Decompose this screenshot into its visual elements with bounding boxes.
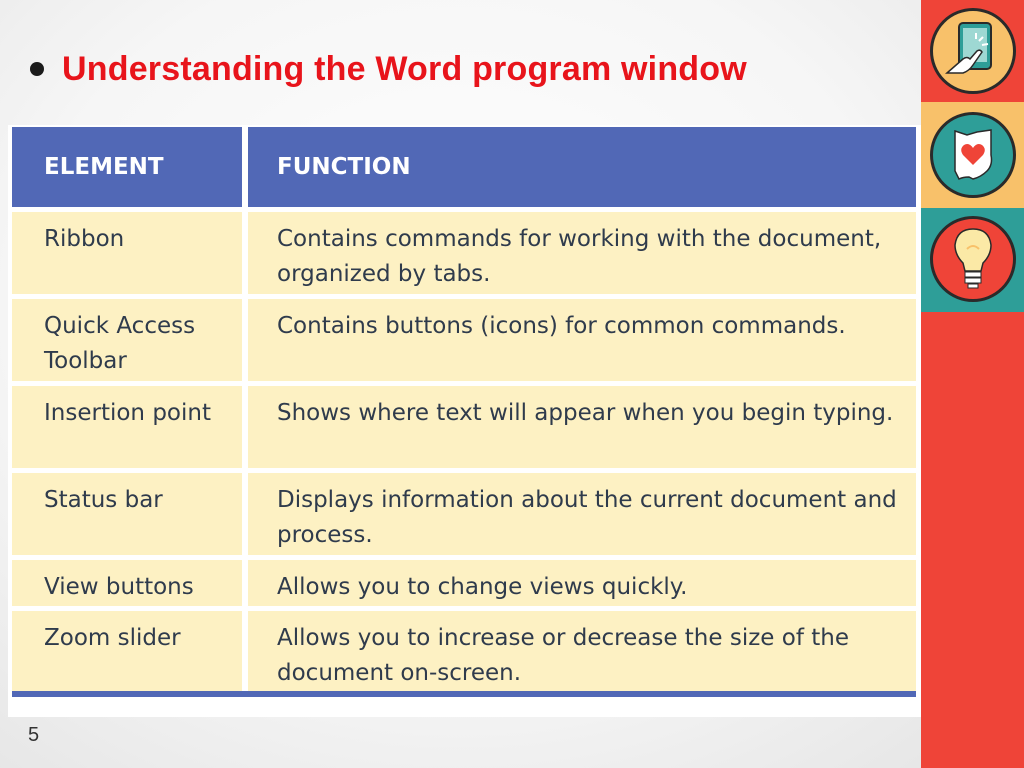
- table-cell-function: Allows you to increase or decrease the size of the document on-screen.: [248, 611, 916, 693]
- element-function-table: [8, 125, 922, 717]
- table-cell-element: Zoom slider: [12, 611, 242, 693]
- tablet-touch-icon: [930, 8, 1016, 94]
- table-grid: [12, 127, 916, 693]
- table-cell-function: Shows where text will appear when you begin typing.: [248, 386, 916, 468]
- table-cell-function: Displays information about the current document and process.: [248, 473, 916, 555]
- table-bottom-rule: [12, 691, 916, 697]
- table-cell-element: Status bar: [12, 473, 242, 555]
- table-cell-function: Contains commands for working with the document, organized by tabs.: [248, 212, 916, 294]
- lightbulb-icon: [930, 216, 1016, 302]
- table-cell-function: Allows you to change views quickly.: [248, 560, 916, 606]
- page-number: 5: [28, 724, 40, 746]
- bullet-icon: [30, 62, 44, 76]
- table-cell-function: Contains buttons (icons) for common commands.: [248, 299, 916, 381]
- table-header-function: FUNCTION: [248, 127, 916, 207]
- table-cell-element: Insertion point: [12, 386, 242, 468]
- table-header-element: ELEMENT: [12, 127, 242, 207]
- table-cell-element: Ribbon: [12, 212, 242, 294]
- decorative-sidebar: [921, 0, 1024, 768]
- ohio-heart-icon: [930, 112, 1016, 198]
- table-cell-element: Quick Access Toolbar: [12, 299, 242, 381]
- slide-title: Understanding the Word program window: [62, 49, 747, 88]
- title-row: [30, 44, 747, 94]
- table-cell-element: View buttons: [12, 560, 242, 606]
